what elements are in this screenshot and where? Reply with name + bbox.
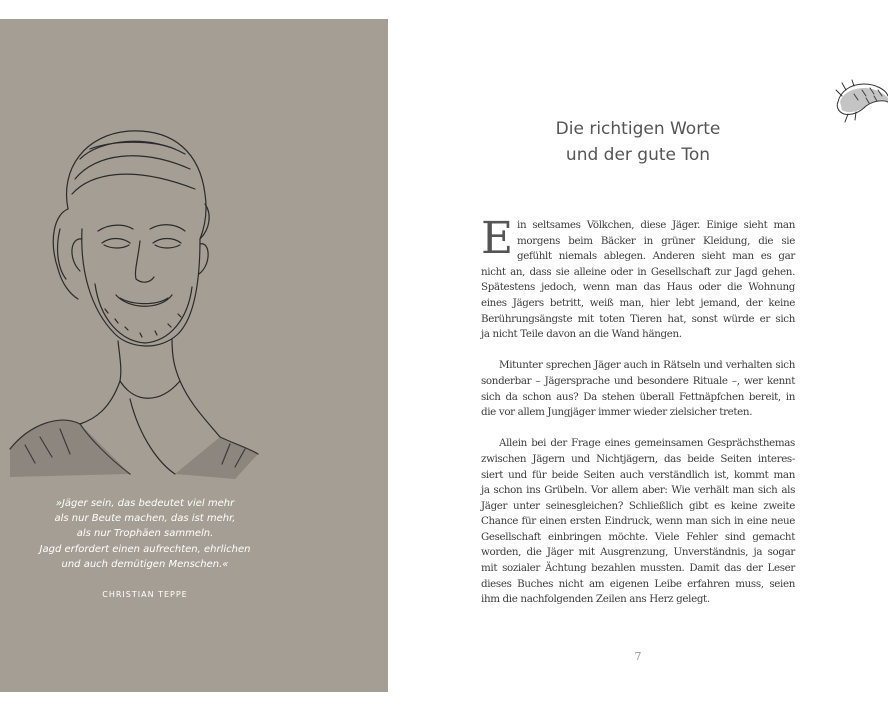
text-line: Allein bei der Frage eines gemeinsamen Gesprächsthemas: [499, 437, 795, 450]
chapter-title-line: und der gute Ton: [565, 145, 711, 165]
quote-line: und auch demütigen Menschen.«: [61, 558, 229, 570]
text-line: worden, die Jäger mit Ausgrenzung, Unverständnis, ja sogar: [481, 546, 795, 559]
text-line: die vor allem Jungjäger immer wieder zielsicher treten.: [481, 406, 753, 419]
quote-line: als nur Trophäen sammeln.: [76, 528, 214, 540]
text-line: siert und für beide Seiten auch verständlich ist, kommt man: [481, 468, 795, 481]
chapter-title-line: Die richtigen Worte: [555, 119, 721, 139]
quote-line: »Jäger sein, das bedeutet viel mehr: [55, 498, 235, 509]
text-line: Mitunter sprechen Jäger auch in Rätseln und verhalten sich: [499, 359, 795, 372]
quote-line: als nur Beute machen, das ist mehr,: [54, 513, 236, 525]
text-line: zwischen Jägern und Nichtjägern, das beide Seiten interes-: [481, 452, 795, 465]
text-line: Berührungsängste mit toten Tieren hat, sonst würde er sich: [481, 312, 795, 325]
text-line: Chance für einen ersten Eindruck, wenn man sich in eine neue: [481, 515, 795, 528]
text-line: Gesellschaft einbringen möchte. Viele Fehler sind gemacht: [481, 530, 795, 543]
text-line: in seltsames Völkchen, diese Jäger. Einige sieht man: [517, 219, 795, 231]
text-line: nicht an, dass sie alleine oder in Gesellschaft zur Jagd gehen.: [481, 265, 795, 278]
portrait-illustration: [0, 119, 270, 479]
quote: [20, 496, 270, 572]
text-line: mit sozialer Ächtung bezahlen mussten. Damit das der Leser: [481, 562, 795, 575]
text-line: ihm die nachfolgenden Zeilen ans Herz gelegt.: [481, 593, 710, 606]
page-number: 7: [634, 650, 642, 663]
text-line: Spätestens jedoch, wenn man das Haus oder die Wohnung: [481, 281, 795, 294]
text-line: gefühlt niemals ablegen. Anderen sieht man es gar: [517, 250, 795, 263]
paragraph: [481, 436, 795, 608]
text-line: eines Jägers betritt, weiß man, hier lebt jemand, der keine: [481, 296, 795, 309]
text-line: ja schon ins Grübeln. Vor allem aber: Wie verhält man sich als: [481, 484, 795, 497]
quote-line: Jagd erfordert einen aufrechten, ehrlichen: [39, 543, 251, 555]
text-line: Jäger unter seinesgleichen? Schließlich gibt es keine zweite: [481, 499, 795, 512]
boar-illustration: [834, 76, 888, 126]
body-text: [481, 213, 795, 608]
drop-cap: E: [481, 213, 514, 264]
paragraph: [481, 213, 795, 343]
text-line: sich da schon aus? Da stehen überall Fettnäpfchen bereit, in: [481, 390, 795, 403]
left-page: [0, 19, 388, 692]
quote-author: CHRISTIAN TEPPE: [102, 590, 188, 599]
text-line: dieses Buches nicht am eigenen Leibe erfahren muss, seien: [481, 577, 795, 590]
text-line: morgens beim Bäcker in grüner Kleidung, die sie: [517, 234, 795, 247]
paragraph: [481, 358, 795, 420]
text-line: sonderbar – Jägersprache und besondere Rituale –, wer kennt: [481, 374, 795, 387]
text-line: ja nicht Teile davon an die Wand hängen.: [481, 328, 682, 341]
chapter-title: [470, 116, 806, 168]
